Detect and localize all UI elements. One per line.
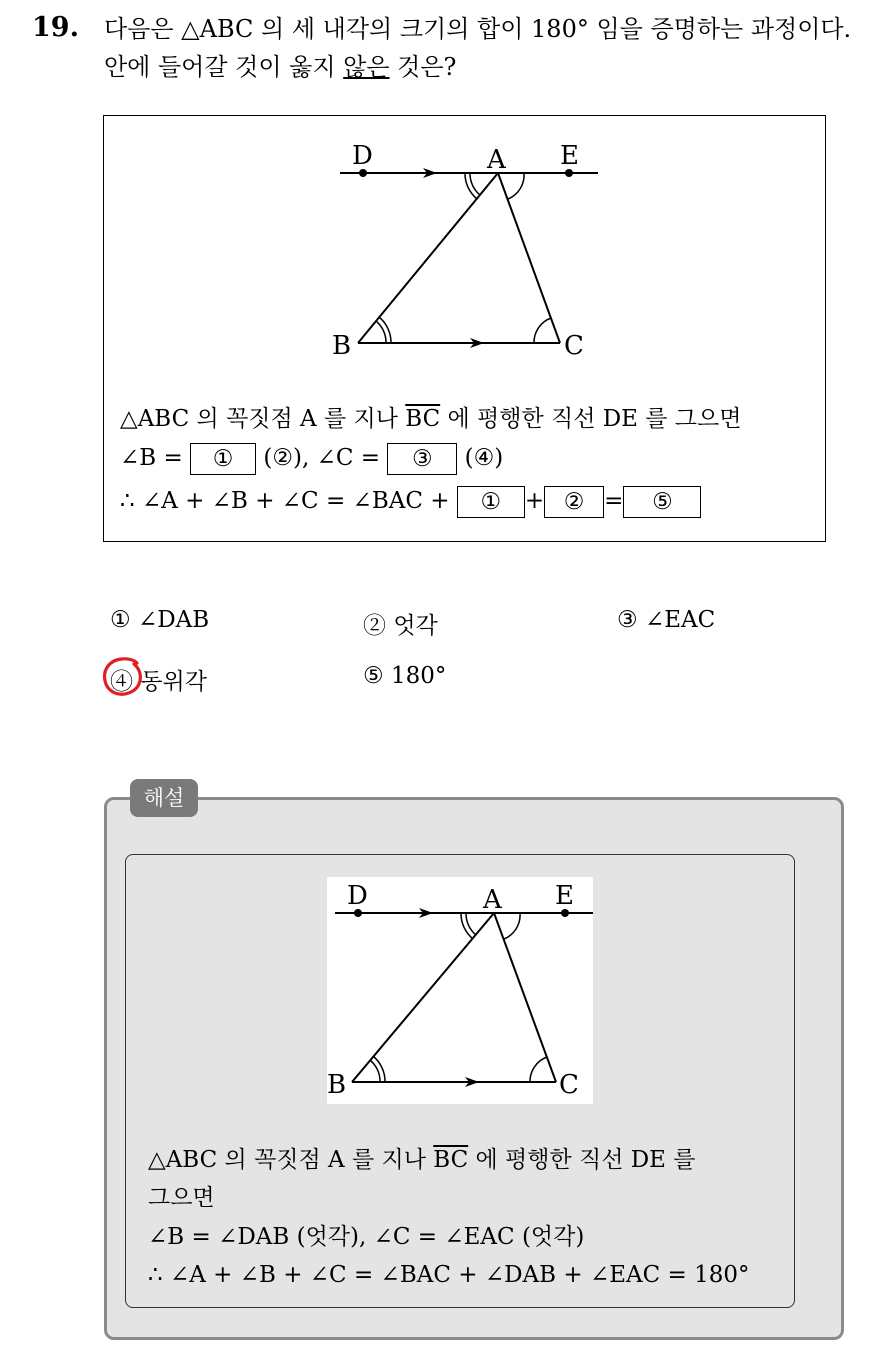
sol-label-c: C	[559, 1070, 579, 1100]
question-emphasis: 않은	[343, 53, 390, 81]
sol-angle-b-arc	[370, 1060, 380, 1082]
choice-1-num: ①	[110, 607, 131, 633]
paren-4: (④)	[464, 445, 504, 471]
sol-angle-eac-arc	[504, 913, 520, 939]
paren-2: (②),	[263, 445, 310, 471]
label-d: D	[352, 141, 373, 171]
solution-segment-bc: $\overline{BC}$	[433, 1147, 469, 1173]
solution-line-1	[148, 1145, 695, 1175]
blank-box-2: ②	[544, 486, 604, 518]
label-e: E	[560, 141, 579, 171]
sol-label-b: B	[327, 1070, 347, 1100]
blank-box-1: ①	[190, 443, 256, 475]
c-equals: ∠C =	[316, 445, 381, 471]
choice-3[interactable]	[617, 607, 715, 633]
b-equals: ∠B =	[120, 445, 183, 471]
choice-3-text: ∠EAC	[644, 607, 716, 633]
choice-2[interactable]	[363, 607, 438, 640]
answer-circle-mark	[101, 655, 145, 697]
solution-line-4: ∴ ∠A + ∠B + ∠C = ∠BAC + ∠DAB + ∠EAC = 180°	[148, 1262, 750, 1288]
angle-b-arc-2	[379, 317, 391, 343]
question-number: 19.	[32, 12, 79, 43]
segment-bc: $\overline{BC}$	[405, 406, 441, 432]
choice-4-text: 동위각	[140, 669, 207, 695]
question-line-2-pre: 안에 들어갈 것이 옳지	[104, 53, 344, 81]
problem-line-1-post: 에 평행한 직선 DE 를 그으면	[440, 406, 742, 432]
sol-angle-c-arc	[530, 1057, 547, 1082]
choice-3-num: ③	[617, 607, 638, 633]
choice-5[interactable]	[363, 663, 446, 689]
solution-tag: 해설	[130, 779, 198, 817]
choice-2-text: 엇각	[393, 613, 438, 639]
blank-box-5: ⑤	[623, 486, 701, 518]
blank-box-1b: ①	[457, 486, 525, 518]
solution-line-3: ∠B = ∠DAB (엇각), ∠C = ∠EAC (엇각)	[148, 1224, 585, 1250]
question-line-2	[104, 52, 456, 82]
sol-label-e: E	[555, 881, 574, 911]
sol-label-a: A	[483, 885, 502, 915]
choice-1[interactable]	[110, 607, 209, 633]
solution-line-2: 그으면	[148, 1185, 215, 1211]
sum-prefix: ∴ ∠A + ∠B + ∠C = ∠BAC +	[120, 488, 450, 514]
equals-sign: =	[604, 488, 624, 514]
label-a: A	[487, 145, 506, 175]
choice-2-num: ②	[363, 613, 386, 639]
angle-b-arc	[376, 321, 386, 343]
problem-line-1	[120, 404, 741, 434]
question-line-1: 다음은 △ABC 의 세 내각의 크기의 합이 180° 임을 증명하는 과정이다.	[104, 15, 852, 43]
sol-label-d: D	[347, 881, 368, 911]
plus-sign: +	[524, 488, 545, 514]
choice-5-text: 180°	[390, 663, 447, 689]
sol-angle-dab-arc-2	[461, 913, 473, 939]
triangle-figure	[330, 140, 610, 365]
angle-eac-arc	[508, 173, 524, 199]
blank-box-3: ③	[387, 443, 457, 475]
sol-angle-b-arc-2	[373, 1056, 385, 1082]
problem-line-3	[120, 486, 701, 518]
choice-1-text: ∠DAB	[137, 607, 210, 633]
choice-4-num: ④	[110, 669, 133, 695]
label-b: B	[332, 331, 352, 361]
question-line-2-post: 것은?	[389, 53, 457, 81]
solution-line-1-post: 에 평행한 직선 DE 를	[468, 1147, 696, 1173]
problem-line-1-pre: △ABC 의 꼭짓점 A 를 지나	[120, 406, 406, 432]
sol-angle-dab-arc	[466, 913, 476, 935]
angle-dab-arc	[470, 173, 480, 195]
angle-c-arc	[534, 318, 551, 343]
label-c: C	[564, 331, 584, 361]
angle-dab-arc-2	[465, 173, 477, 199]
solution-triangle-figure	[327, 877, 593, 1104]
solution-line-1-pre: △ABC 의 꼭짓점 A 를 지나	[148, 1147, 434, 1173]
problem-line-2	[120, 443, 503, 475]
choice-5-num: ⑤	[363, 663, 384, 689]
